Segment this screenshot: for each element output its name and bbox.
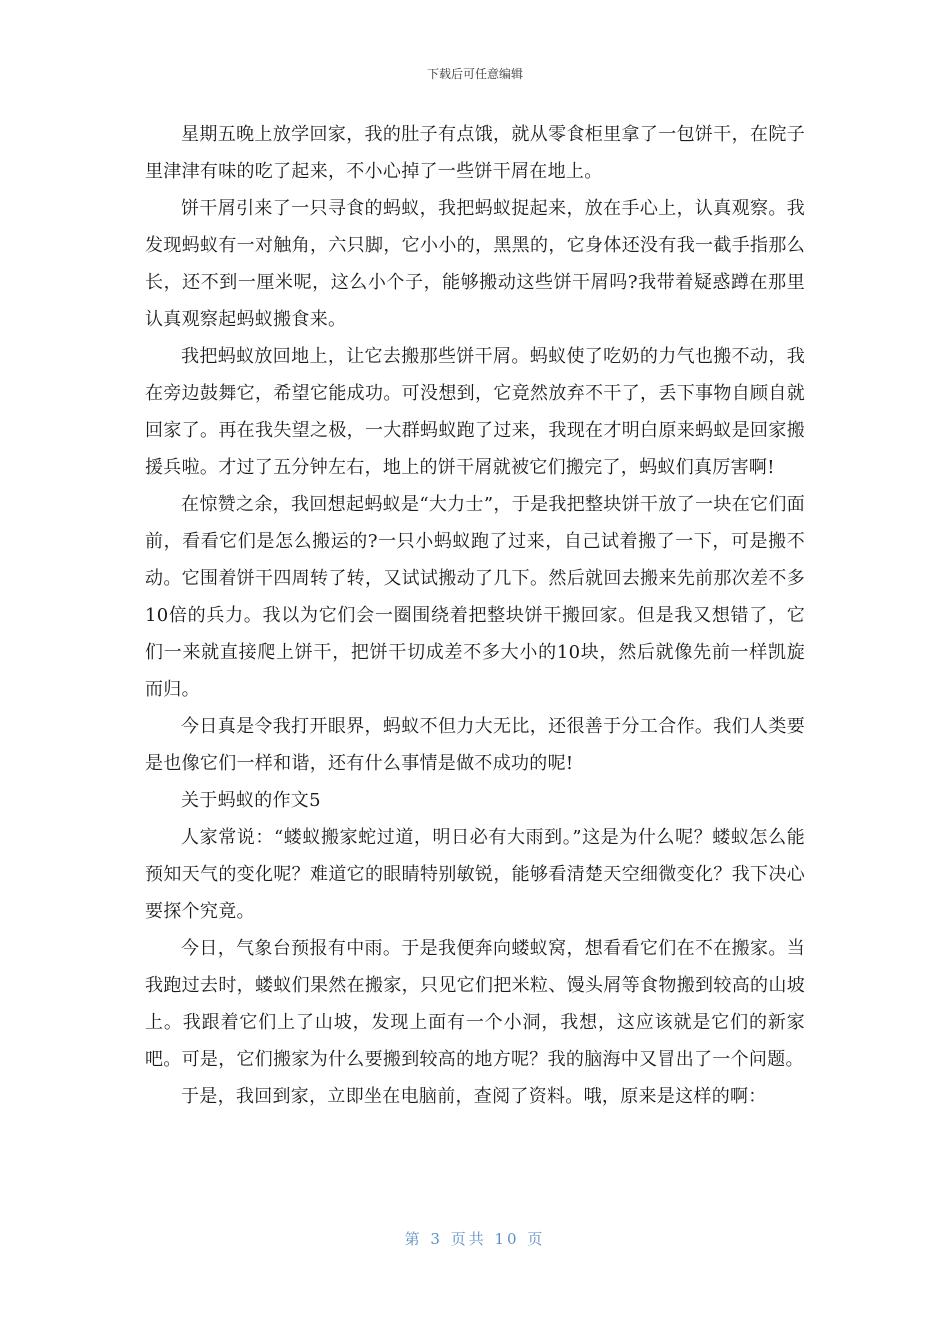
paragraph: 星期五晚上放学回家，我的肚子有点饿，就从零食柜里拿了一包饼干，在院子里津津有味的吃了起来，不小心掉了一些饼干屑在地上。 [145, 124, 805, 182]
document-body [145, 116, 805, 1115]
page-header-note: 下载后可任意编辑 [426, 67, 523, 81]
paragraph: 我把蚂蚁放回地上，让它去搬那些饼干屑。蚂蚁使了吃奶的力气也搬不动，我在旁边鼓舞它，希望它能成功。可没想到，它竟然放弃不干了，丢下事物自顾自就回家了。再在我失望之极，一大群蚂蚁跑了过来，我现在才明白原来蚂蚁是回家搬援兵啦。才过了五分钟左右，地上的饼干屑就被它们搬完了，蚂蚁们真厉害啊! [145, 346, 805, 478]
page-number-footer: 第 3 页共 10 页 [404, 1230, 546, 1248]
paragraph: 于是，我回到家，立即坐在电脑前，查阅了资料。哦，原来是这样的啊： [181, 1086, 767, 1107]
section-heading: 关于蚂蚁的作文5 [181, 790, 321, 811]
paragraph: 饼干屑引来了一只寻食的蚂蚁，我把蚂蚁捉起来，放在手心上，认真观察。我发现蚂蚁有一对触角，六只脚，它小小的，黑黑的，它身体还没有我一截手指那么长，还不到一厘米呢，这么小个子，能够搬动这些饼干屑吗?我带着疑惑蹲在那里认真观察起蚂蚁搬食来。 [145, 198, 805, 330]
paragraph: 人家常说：“蝼蚁搬家蛇过道，明日必有大雨到。”这是为什么呢？蝼蚁怎么能预知天气的变化呢？难道它的眼睛特别敏锐，能够看清楚天空细微变化？我下决心要探个究竟。 [145, 827, 805, 922]
paragraph: 今日真是令我打开眼界，蚂蚁不但力大无比，还很善于分工合作。我们人类要是也像它们一样和谐，还有什么事情是做不成功的呢! [145, 716, 805, 774]
paragraph: 今日，气象台预报有中雨。于是我便奔向蝼蚁窝，想看看它们在不在搬家。当我跑过去时，蝼蚁们果然在搬家，只见它们把米粒、馒头屑等食物搬到较高的山坡上。我跟着它们上了山坡，发现上面有一个小洞，我想，这应该就是它们的新家吧。可是，它们搬家为什么要搬到较高的地方呢？我的脑海中又冒出了一个问题。 [145, 938, 805, 1070]
paragraph: 在惊赞之余，我回想起蚂蚁是“大力士”，于是我把整块饼干放了一块在它们面前，看看它们是怎么搬运的?一只小蚂蚁跑了过来，自己试着搬了一下，可是搬不动。它围着饼干四周转了转，又试试搬动了几下。然后就回去搬来先前那次差不多10倍的兵力。我以为它们会一圈围绕着把整块饼干搬回家。但是我又想错了，它们一来就直接爬上饼干，把饼干切成差不多大小的10块，然后就像先前一样凯旋而归。 [145, 494, 805, 700]
